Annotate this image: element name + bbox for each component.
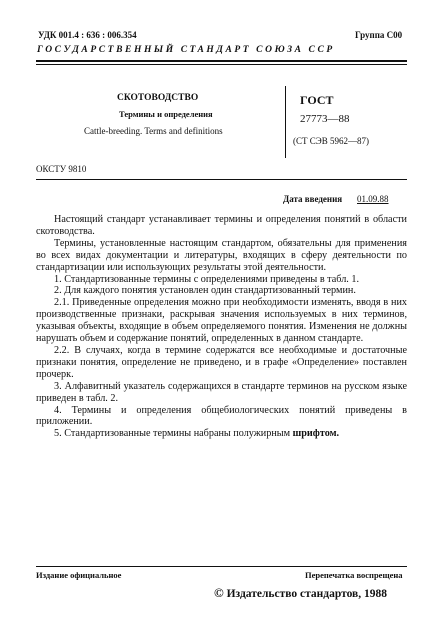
header-rule-top — [36, 60, 407, 62]
paragraph-5-bold-word: шрифтом. — [292, 428, 340, 440]
copyright-icon: © — [214, 585, 224, 600]
okstu-rule — [36, 179, 407, 180]
state-standard-banner: ГОСУДАРСТВЕННЫЙ СТАНДАРТ СОЮЗА ССР — [37, 45, 335, 55]
st-sev-reference: (СТ СЭВ 5962—87) — [293, 136, 369, 146]
udk-code: УДК 001.4 : 636 : 006.354 — [38, 30, 137, 40]
document-subtitle: Термины и определения — [119, 109, 213, 119]
paragraph-1: 1. Стандартизованные термины с определениями приведены в табл. 1. — [54, 273, 360, 285]
footer-rule — [36, 566, 407, 567]
effective-date-label: Дата введения — [283, 194, 343, 204]
official-edition-label: Издание официальное — [36, 570, 122, 580]
reprint-prohibited-label: Перепечатка воспрещена — [305, 570, 403, 580]
paragraph-intro: Настоящий стандарт устанавливает термины и определения понятий в области скотоводства. — [36, 214, 407, 237]
document-title: СКОТОВОДСТВО — [117, 93, 199, 103]
paragraph-4: 4. Термины и определения общебиологических понятий приведены в приложении. — [36, 404, 407, 428]
document-body — [36, 214, 407, 440]
gost-number: 27773—88 — [300, 113, 350, 125]
title-vertical-divider — [285, 86, 286, 158]
paragraph-5 — [36, 428, 407, 440]
copyright-line — [214, 585, 387, 601]
copyright-text: Издательство стандартов, 1988 — [226, 588, 388, 600]
paragraph-scope: Термины, установленные настоящим стандартом, обязательны для применения во всех видах документации и литературы, входящих в сферу деятельности по стандартизации или использующих результаты этой деятельности. — [36, 237, 407, 273]
group-code: Группа С00 — [355, 30, 403, 40]
paragraph-2-2: 2.2. В случаях, когда в термине содержатся все необходимые и достаточные признаки понятия, определение не приведено, и в графе «Определение» поставлен прочерк. — [36, 344, 407, 380]
effective-date-value: 01.09.88 — [357, 194, 389, 204]
paragraph-2: 2. Для каждого понятия установлен один стандартизованный термин. — [54, 285, 356, 297]
paragraph-2-1: 2.1. Приведенные определения можно при необходимости изменять, вводя в них производственные признаки, раскрывая значения используемых в них терминов, указывая объекты, входящие в объем определяемого понятия. Изменения не должны нарушать объем и содержание понятий, определенных в данном стандарте. — [36, 297, 407, 345]
paragraph-3: 3. Алфавитный указатель содержащихся в стандарте терминов на русском языке приведен в табл. 2. — [36, 380, 407, 404]
document-title-english: Cattle-breeding. Terms and definitions — [84, 126, 223, 136]
paragraph-5-text: 5. Стандартизованные термины набраны полужирным — [54, 428, 291, 440]
gost-label: ГОСТ — [300, 93, 334, 107]
okstu-code: ОКСТУ 9810 — [36, 164, 87, 174]
header-rule-bottom — [36, 64, 407, 65]
